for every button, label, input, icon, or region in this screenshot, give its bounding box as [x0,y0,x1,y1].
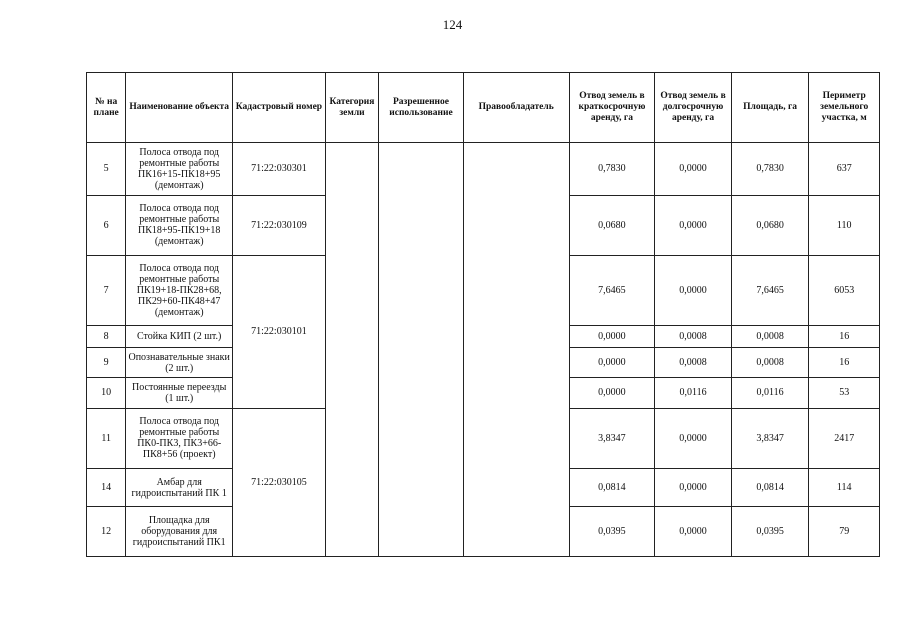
cell-long-term: 0,0000 [655,256,732,326]
cell-area: 3,8347 [731,408,809,469]
cell-holder [463,143,569,557]
cell-perimeter: 53 [809,378,880,408]
cell-name: Полоса отвода под ремонтные работы ПК18+95-ПК19+18 (демонтаж) [126,195,233,256]
cell-name: Полоса отвода под ремонтные работы ПК0-ПК3, ПК3+66-ПК8+56 (проект) [126,408,233,469]
cell-perimeter: 110 [809,195,880,256]
cell-area: 0,0814 [731,469,809,507]
cell-cadastral: 71:22:030101 [233,256,326,408]
cell-cadastral: 71:22:030105 [233,408,326,556]
cell-long-term: 0,0000 [655,143,732,196]
cell-short-term: 0,0814 [569,469,655,507]
cell-area: 0,0680 [731,195,809,256]
header-area: Площадь, га [731,73,809,143]
table-row [87,143,880,196]
cell-short-term: 0,0000 [569,378,655,408]
header-permitted-use: Разрешенное использование [379,73,464,143]
header-long-term: Отвод земель в долгосрочную аренду, га [655,73,732,143]
cell-perimeter: 114 [809,469,880,507]
cell-area: 0,0116 [731,378,809,408]
cell-long-term: 0,0000 [655,469,732,507]
cell-area: 0,7830 [731,143,809,196]
cell-category [325,143,378,557]
cell-perimeter: 79 [809,507,880,557]
cell-name: Постоянные переезды (1 шт.) [126,378,233,408]
cell-permitted-use [379,143,464,557]
header-category: Категория земли [325,73,378,143]
cell-area: 0,0008 [731,325,809,347]
cell-short-term: 0,0000 [569,325,655,347]
cell-short-term: 0,7830 [569,143,655,196]
cell-no: 9 [87,347,126,377]
cell-no: 5 [87,143,126,196]
cell-area: 7,6465 [731,256,809,326]
cell-no: 11 [87,408,126,469]
cell-no: 8 [87,325,126,347]
header-holder: Правообладатель [463,73,569,143]
cell-long-term: 0,0000 [655,507,732,557]
cell-area: 0,0008 [731,347,809,377]
cell-area: 0,0395 [731,507,809,557]
page-number: 124 [442,17,463,32]
header-no: № на плане [87,73,126,143]
cell-long-term: 0,0000 [655,195,732,256]
header-short-term: Отвод земель в краткосрочную аренду, га [569,73,655,143]
cell-no: 6 [87,195,126,256]
cell-long-term: 0,0116 [655,378,732,408]
cell-perimeter: 16 [809,347,880,377]
cell-short-term: 0,0680 [569,195,655,256]
cell-perimeter: 637 [809,143,880,196]
cell-name: Амбар для гидроиспытаний ПК 1 [126,469,233,507]
cell-perimeter: 16 [809,325,880,347]
header-cadastral: Кадастровый номер [233,73,326,143]
cell-long-term: 0,0008 [655,325,732,347]
header-perimeter: Периметр земельного участка, м [809,73,880,143]
cell-short-term: 7,6465 [569,256,655,326]
cell-no: 10 [87,378,126,408]
cell-name: Стойка КИП (2 шт.) [126,325,233,347]
cell-long-term: 0,0000 [655,408,732,469]
cell-no: 12 [87,507,126,557]
cell-short-term: 0,0395 [569,507,655,557]
cell-name: Опознавательные знаки (2 шт.) [126,347,233,377]
cell-name: Полоса отвода под ремонтные работы ПК16+15-ПК18+95 (демонтаж) [126,143,233,196]
table-header-row [87,73,880,143]
cell-cadastral: 71:22:030109 [233,195,326,256]
cell-cadastral: 71:22:030301 [233,143,326,196]
land-allotment-table [86,72,880,557]
cell-perimeter: 6053 [809,256,880,326]
cell-short-term: 3,8347 [569,408,655,469]
header-name: Наименование объекта [126,73,233,143]
cell-name: Полоса отвода под ремонтные работы ПК19+18-ПК28+68, ПК29+60-ПК48+47 (демонтаж) [126,256,233,326]
cell-no: 7 [87,256,126,326]
cell-no: 14 [87,469,126,507]
cell-perimeter: 2417 [809,408,880,469]
cell-long-term: 0,0008 [655,347,732,377]
cell-short-term: 0,0000 [569,347,655,377]
cell-name: Площадка для оборудования для гидроиспытаний ПК1 [126,507,233,557]
